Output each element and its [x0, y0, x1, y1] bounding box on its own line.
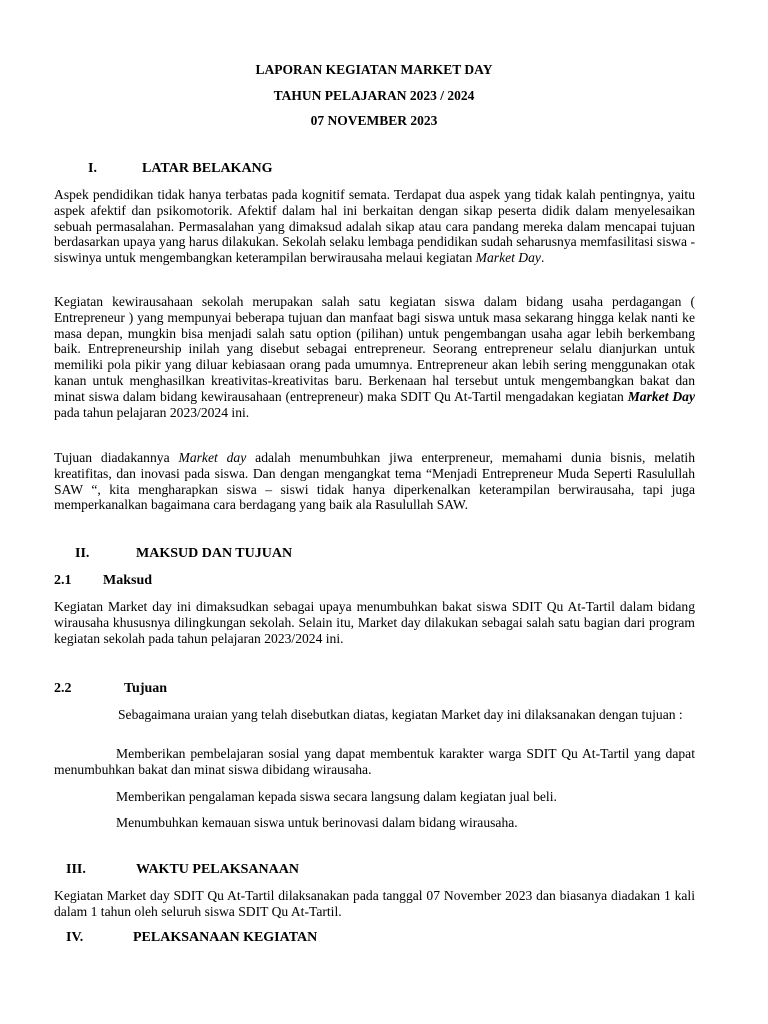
- subsection-2-2-title: Tujuan: [124, 681, 168, 696]
- section-3-text: Kegiatan Market day SDIT Qu At-Tartil dilaksanakan pada tanggal 07 November 2023 dan biasanya diadakan 1 kali dalam 1 tahun oleh seluruh siswa SDIT Qu At-Tartil.: [54, 888, 695, 919]
- subsection-2-2-intro: Sebagaimana uraian yang telah disebutkan diatas, kegiatan Market day ini dilaksanakan dengan tujuan :: [118, 707, 683, 722]
- section-4-number: IV.: [66, 930, 84, 945]
- emphasis-text: Market day: [178, 450, 247, 465]
- academic-year: TAHUN PELAJARAN 2023 / 2024: [273, 88, 475, 103]
- paragraph-text: .: [540, 250, 545, 266]
- section-1-title: LATAR BELAKANG: [142, 161, 273, 176]
- emphasis-text: Market Day: [475, 250, 541, 266]
- subsection-2-1-title: Maksud: [103, 573, 153, 588]
- section-2-number: II.: [75, 546, 90, 561]
- subsection-2-1-number: 2.1: [54, 573, 72, 588]
- section-3-title: WAKTU PELAKSANAAN: [136, 862, 299, 877]
- subsection-2-2-number: 2.2: [54, 681, 72, 696]
- goal-item: Memberikan pengalaman kepada siswa secara langsung dalam kegiatan jual beli.: [116, 789, 557, 804]
- emphasis-text: Market Day: [627, 388, 696, 404]
- section-4-title: PELAKSANAAN KEGIATAN: [133, 930, 318, 945]
- paragraph-text: adalah menumbuhkan jiwa enterpreneur, memahami dunia bisnis, melatih kreatifitas, dan inovasi pada siswa. Dan dengan mengangkat tema “Menjadi Entrepreneur Muda Seperti Rasulullah SAW “, kita mengharapkan siswa – siswi tidak hanya diperkenalkan keterampilan berwirausaha, tapi juga memperkanalkan bagaimana cara berdagang yang baik ala Rasulullah SAW.: [54, 450, 696, 513]
- section-1-paragraph-2: [54, 294, 695, 420]
- paragraph-text: pada tahun pelajaran 2023/2024 ini.: [54, 404, 250, 420]
- section-2-title: MAKSUD DAN TUJUAN: [136, 546, 293, 561]
- section-1-number: I.: [88, 161, 97, 176]
- goal-item: Memberikan pembelajaran sosial yang dapat membentuk karakter warga SDIT Qu At-Tartil yang dapat menumbuhkan bakat dan minat siswa dibidang wirausaha.: [54, 746, 695, 777]
- paragraph-text: Tujuan diadakannya: [54, 450, 170, 465]
- report-date: 07 NOVEMBER 2023: [310, 113, 438, 128]
- subsection-2-1-text: Kegiatan Market day ini dimaksudkan sebagai upaya menumbuhkan bakat siswa SDIT Qu At-Tartil dalam bidang wirausaha khususnya dilingkungan sekolah. Selain itu, Market day dilakukan sebagai salah satu bagian dari program kegiatan sekolah pada tahun pelajaran 2023/2024 ini.: [54, 599, 695, 646]
- paragraph-text: Kegiatan kewirausahaan sekolah merupakan salah satu kegiatan siswa dalam bidang usaha perdagangan ( Entrepreneur ) yang mempunyai beberapa tujuan dan manfaat bagi siswa untuk masa sekarang hingga kelak nanti ke masa depan, mungkin bisa menjadi salah satu option (pilihan) untuk pengembangan usaha agar lebih berkembang baik. Entrepreneurship inilah yang disebut sebagai entrepreneur. Seorang entrepreneur selalu dianjurkan untuk memiliki pola pikir yang diluar kebiasaan orang pada umumnya. Entrepreneur akan lebih sering menggunakan otak kanan untuk menghasilkan kreativitas-kreativitas baru. Berkenaan hal tersebut untuk mengembangkan bakat dan minat siswa dalam bidang kewirausahaan (entrepreneur) maka SDIT Qu At-Tartil mengadakan kegiatan: [54, 294, 695, 404]
- section-3-number: III.: [66, 862, 86, 877]
- goal-item: Menumbuhkan kemauan siswa untuk berinovasi dalam bidang wirausaha.: [116, 815, 518, 830]
- section-1-paragraph-1: [54, 187, 695, 266]
- report-title: LAPORAN KEGIATAN MARKET DAY: [255, 62, 493, 77]
- section-1-paragraph-3: [54, 450, 695, 513]
- paragraph-text: Aspek pendidikan tidak hanya terbatas pada kognitif semata. Terdapat dua aspek yang tidak kalah pentingnya, yaitu aspek afektif dan psikomotorik. Afektif dalam hal ini berkaitan dengan sikap peserta didik dalam menyelesaikan sebuah permasalahan. Permasalahan yang dimaksud adalah sikap atau cara pandang mereka dalam mencapai tujuan berdasarkan upaya yang harus dilakukan. Sekolah selaku lembaga pendidikan sudah seharusnya memfasilitasi siswa - siswinya untuk mengembangkan keterampilan berwirausaha melaui kegiatan: [54, 187, 695, 266]
